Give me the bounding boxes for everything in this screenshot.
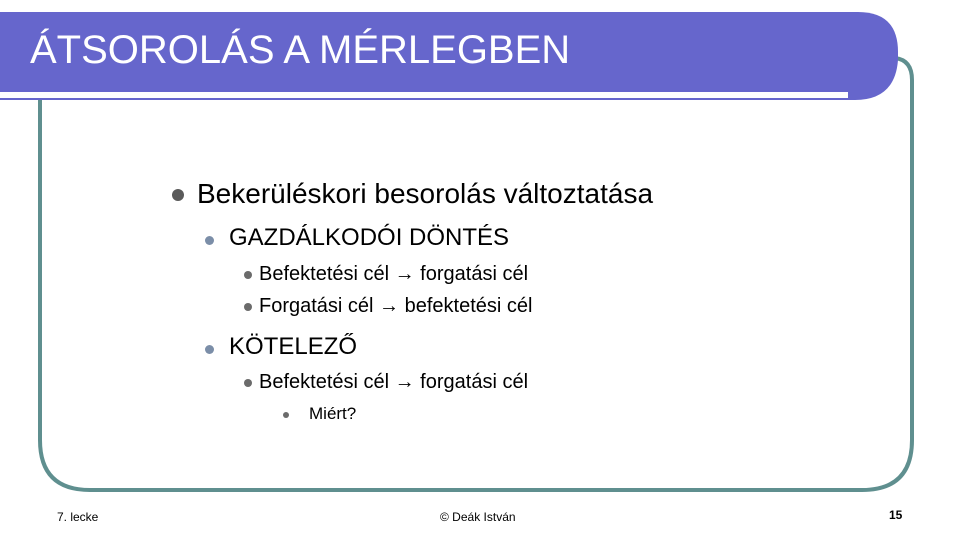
bullet-item: Befektetési cél → forgatási cél [259,371,529,393]
bullet-dot [244,379,252,387]
bullet-item: KÖTELEZŐ [229,333,358,360]
bullet-dot [205,345,214,354]
bullet-dot [172,189,184,201]
bullet-item: GAZDÁLKODÓI DÖNTÉS [229,224,510,251]
footer-lecture: 7. lecke [57,510,99,524]
bullet-dot [244,303,252,311]
bullet-item: Miért? [309,404,357,423]
bullet-dot [205,236,214,245]
bullet-item: Bekerüléskori besorolás változtatása [197,178,654,209]
bullet-dot [283,412,289,418]
bullet-item: Befektetési cél → forgatási cél [259,263,529,285]
slide-title: ÁTSOROLÁS A MÉRLEGBEN [30,28,571,72]
footer-author: © Deák István [440,510,516,524]
bullet-item: Forgatási cél → befektetési cél [259,295,533,317]
bullet-dot [244,271,252,279]
page-number: 15 [889,508,903,522]
